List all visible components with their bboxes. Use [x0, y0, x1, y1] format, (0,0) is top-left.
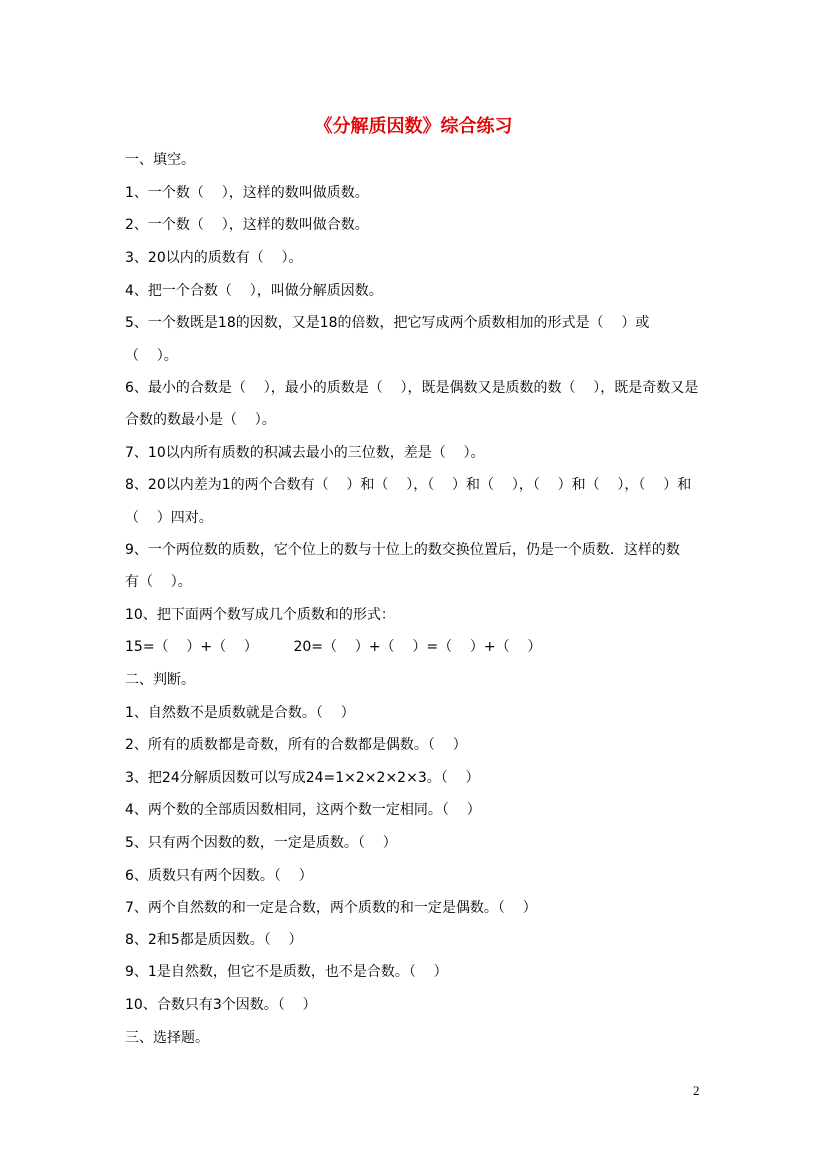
- worksheet-line: 有（ ）。: [125, 574, 192, 590]
- worksheet-line: （ ）。: [125, 348, 178, 364]
- worksheet-line: 二、判断。: [125, 672, 195, 688]
- worksheet-line: （ ）四对。: [125, 510, 213, 526]
- page-number: 2: [693, 1083, 700, 1098]
- page-title: 《分解质因数》综合练习: [314, 116, 513, 137]
- worksheet-line: 7、10以内所有质数的积减去最小的三位数，差是（ ）。: [125, 445, 485, 461]
- worksheet-line: 10、把下面两个数写成几个质数和的形式：: [125, 607, 395, 623]
- worksheet-line: 一、填空。: [125, 152, 195, 168]
- worksheet-line: 3、20以内的质数有（ ）。: [125, 250, 303, 266]
- worksheet-line: 6、质数只有两个因数。（ ）: [125, 868, 313, 884]
- worksheet-line: 2、所有的质数都是奇数，所有的合数都是偶数。（ ）: [125, 737, 467, 753]
- worksheet-line: 3、把24分解质因数可以写成24=1×2×2×2×3。（ ）: [125, 770, 480, 786]
- worksheet-line: 9、一个两位数的质数，它个位上的数与十位上的数交换位置后，仍是一个质数．这样的数: [125, 542, 680, 558]
- worksheet-line: 4、把一个合数（ ），叫做分解质因数。: [125, 283, 383, 299]
- worksheet-line: 1、一个数（ ），这样的数叫做质数。: [125, 185, 369, 201]
- worksheet-line: 8、2和5都是质因数。（ ）: [125, 932, 303, 948]
- worksheet-line: 4、两个数的全部质因数相同，这两个数一定相同。（ ）: [125, 802, 481, 818]
- worksheet-line: 7、两个自然数的和一定是合数，两个质数的和一定是偶数。（ ）: [125, 900, 537, 916]
- worksheet-line: 10、合数只有3个因数。（ ）: [125, 997, 317, 1013]
- worksheet-line: 三、选择题。: [125, 1030, 209, 1046]
- worksheet-line: 9、1是自然数，但它不是质数，也不是合数。（ ）: [125, 964, 448, 980]
- worksheet-line: 1、自然数不是质数就是合数。（ ）: [125, 705, 355, 721]
- worksheet-line: 5、一个数既是18的因数，又是18的倍数，把它写成两个质数相加的形式是（ ）或: [125, 315, 650, 331]
- worksheet-line: 5、只有两个因数的数，一定是质数。（ ）: [125, 835, 397, 851]
- worksheet-line: 2、一个数（ ），这样的数叫做合数。: [125, 217, 369, 233]
- worksheet-line: 8、20以内差为1的两个合数有（ ）和（ ），（ ）和（ ），（ ）和（ ），（ ）和: [125, 477, 692, 493]
- worksheet-line: 15=（ ）+（ ） 20=（ ）+（ ）=（ ）+（ ）: [125, 639, 542, 655]
- worksheet-line: 6、最小的合数是（ ），最小的质数是（ ），既是偶数又是质数的数（ ），既是奇数又是: [125, 380, 699, 396]
- worksheet-line: 合数的数最小是（ ）。: [125, 412, 276, 428]
